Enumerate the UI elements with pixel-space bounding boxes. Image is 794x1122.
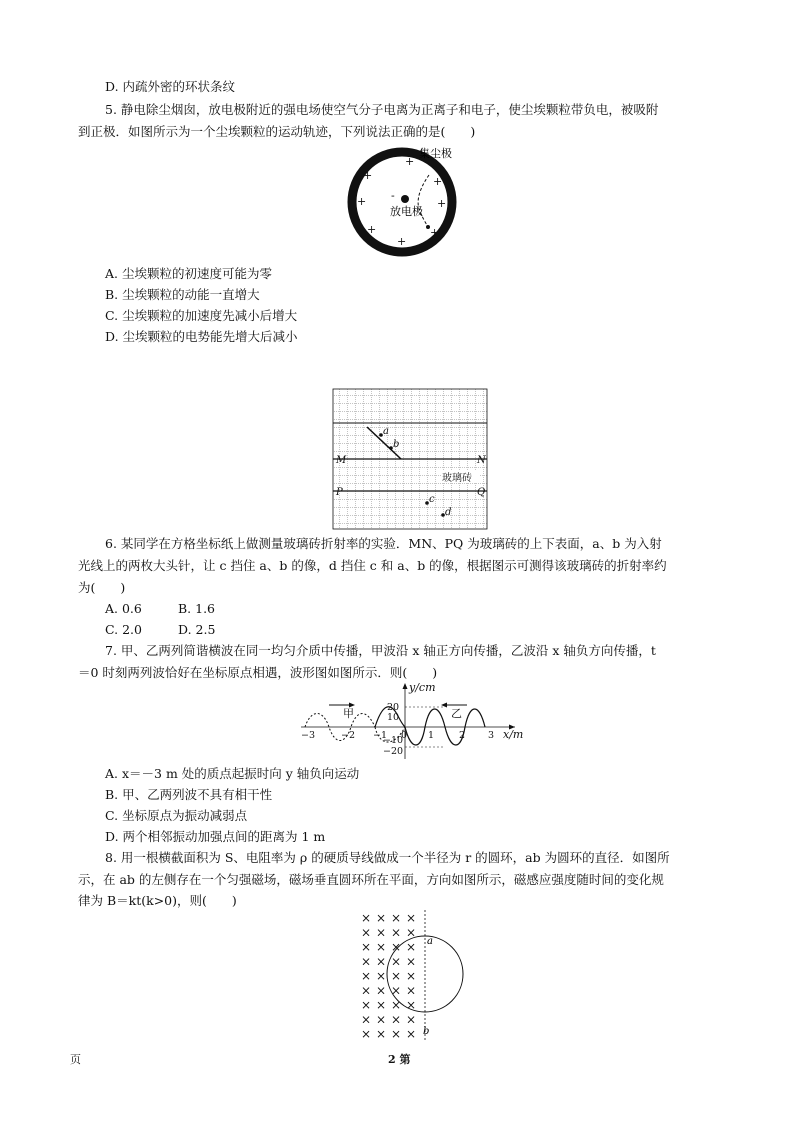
field-cross-mark: × — [391, 954, 402, 969]
plus-sign: + — [405, 155, 415, 168]
q8-stem-line2: 示，在 ab 的左侧存在一个匀强磁场，磁场垂直圆环所在平面，方向如图所示，磁感应强度随时间的变化规 — [78, 872, 664, 887]
xtick: 3 — [488, 730, 495, 741]
xtick: 0 — [401, 730, 408, 741]
field-cross-mark: × — [406, 940, 417, 954]
field-cross-mark: × — [376, 1027, 387, 1041]
ytick: −10 — [383, 735, 404, 746]
field-cross-mark: × — [406, 925, 417, 940]
ytick: 10 — [387, 712, 400, 723]
q8-figure-magnetic-field — [355, 908, 470, 1043]
field-cross-mark: × — [391, 940, 402, 954]
field-cross-mark: × — [361, 940, 372, 954]
q7-option-a: A. x＝－3 m 处的质点起振时向 y 轴负向运动 — [105, 766, 360, 781]
plus-sign: + — [367, 223, 377, 236]
q7-option-d: D. 两个相邻振动加强点间的距离为 1 m — [105, 829, 326, 844]
label-q: Q — [477, 487, 486, 498]
q7-option-c: C. 坐标原点为振动减弱点 — [105, 808, 248, 823]
q5-option-b: B. 尘埃颗粒的动能一直增大 — [105, 287, 260, 302]
field-cross-mark: × — [376, 983, 387, 998]
field-cross-mark: × — [376, 954, 387, 969]
field-cross-mark: × — [376, 998, 387, 1012]
field-cross-mark: × — [391, 969, 402, 983]
plus-sign: + — [433, 175, 443, 188]
wave-yi-label: 乙 — [451, 707, 462, 720]
field-cross-mark: × — [376, 969, 387, 983]
plus-sign: + — [357, 195, 367, 208]
ytick: 20 — [387, 702, 400, 713]
wave-jia-label: 甲 — [343, 707, 354, 720]
q5-stem-line1: 5. 静电除尘烟囱，放电极附近的强电场使空气分子电离为正离子和电子，使尘埃颗粒带负电，被吸附 — [105, 102, 659, 117]
q6-figure-grid-paper — [331, 387, 491, 531]
field-cross-mark: × — [406, 1027, 417, 1041]
field-cross-mark: × — [361, 969, 372, 983]
field-cross-mark: × — [361, 1012, 372, 1027]
plus-sign: + — [437, 197, 447, 210]
field-cross-mark: × — [391, 925, 402, 940]
footer-page-number: 2 第 — [388, 1053, 411, 1066]
label-m: M — [336, 455, 347, 466]
q7-figure-wave-graph — [293, 679, 523, 761]
ytick: −20 — [383, 746, 404, 757]
field-cross-mark: × — [406, 983, 417, 998]
footer-left: 页 — [70, 1053, 81, 1066]
field-cross-mark: × — [376, 1012, 387, 1027]
field-cross-mark: × — [361, 1027, 372, 1041]
q8-stem-line3: 律为 B＝kt(k>0)，则( ) — [78, 893, 237, 908]
field-cross-mark: × — [376, 925, 387, 940]
field-cross-mark: × — [391, 1027, 402, 1041]
xtick: 1 — [428, 730, 435, 741]
q6-option-c: C. 2.0 — [105, 622, 142, 637]
field-cross-mark: × — [361, 925, 372, 940]
q6-stem-line2: 光线上的两枚大头针，让 c 挡住 a、b 的像，d 挡住 c 和 a、b 的像，根据图示可测得该玻璃砖的折射率约 — [78, 558, 667, 573]
dust-particle — [426, 225, 430, 229]
glass-brick-label: 玻璃砖 — [442, 473, 472, 484]
q4-option-d: D. 内疏外密的环状条纹 — [105, 79, 236, 94]
xtick: 2 — [459, 730, 466, 741]
plus-sign: + — [397, 235, 407, 248]
plus-sign: + — [430, 226, 440, 239]
q7-option-b: B. 甲、乙两列波不具有相干性 — [105, 787, 273, 802]
field-cross-mark: × — [376, 911, 387, 925]
point-b-label: b — [423, 1026, 430, 1037]
q5-option-a: A. 尘埃颗粒的初速度可能为零 — [105, 266, 272, 281]
field-cross-mark: × — [406, 1012, 417, 1027]
q6-option-b: B. 1.6 — [178, 601, 216, 616]
xtick: −2 — [341, 730, 356, 741]
magnetic-field-crosses — [361, 911, 416, 1041]
q7-stem-line2: ＝0 时刻两列波恰好在坐标原点相遇，波形图如图所示．则( ) — [78, 665, 438, 680]
y-axis-label: y/cm — [409, 681, 436, 694]
field-cross-mark: × — [361, 983, 372, 998]
q7-stem-line1: 7. 甲、乙两列简谐横波在同一均匀介质中传播，甲波沿 x 轴正方向传播，乙波沿 x 轴负方向传播，t — [105, 643, 656, 658]
collector-electrode-label: 集尘极 — [419, 147, 452, 160]
field-cross-mark: × — [361, 911, 372, 925]
plus-sign: + — [363, 169, 373, 182]
field-cross-mark: × — [391, 1012, 402, 1027]
q5-option-c: C. 尘埃颗粒的加速度先减小后增大 — [105, 308, 298, 323]
discharge-electrode-label: 放电极 — [390, 205, 423, 218]
q6-stem-line3: 为( ) — [78, 580, 126, 595]
pin-d-label: d — [445, 507, 452, 518]
field-cross-mark: × — [391, 983, 402, 998]
q5-option-d: D. 尘埃颗粒的电势能先增大后减小 — [105, 329, 298, 344]
pin-b-label: b — [393, 439, 400, 450]
xtick: −3 — [301, 730, 316, 741]
point-a-label: a — [427, 936, 433, 947]
discharge-electrode — [401, 195, 409, 203]
q6-stem-line1: 6. 某同学在方格坐标纸上做测量玻璃砖折射率的实验．MN、PQ 为玻璃砖的上下表面，a、b 为入射 — [105, 536, 662, 551]
field-cross-mark: × — [406, 911, 417, 925]
pin-c-label: c — [429, 494, 435, 505]
x-axis-label: x/m — [503, 728, 523, 741]
label-p: P — [336, 487, 343, 498]
field-cross-mark: × — [406, 969, 417, 983]
label-n: N — [477, 455, 486, 466]
q5-figure-dust-precipitator — [345, 143, 475, 265]
q8-stem-line1: 8. 用一根横截面积为 S、电阻率为 ρ 的硬质导线做成一个半径为 r 的圆环，ab 为圆环的直径．如图所 — [105, 850, 670, 865]
minus-sign: - — [391, 189, 395, 202]
q5-stem-line2: 到正极．如图所示为一个尘埃颗粒的运动轨迹，下列说法正确的是( ) — [78, 124, 476, 139]
q6-option-d: D. 2.5 — [178, 622, 216, 637]
field-cross-mark: × — [406, 954, 417, 969]
field-cross-mark: × — [391, 911, 402, 925]
field-cross-mark: × — [376, 940, 387, 954]
xtick: −1 — [373, 730, 388, 741]
q6-option-a: A. 0.6 — [105, 601, 142, 616]
field-cross-mark: × — [391, 998, 402, 1012]
field-cross-mark: × — [406, 998, 417, 1012]
pin-a-label: a — [383, 426, 389, 437]
field-cross-mark: × — [361, 998, 372, 1012]
field-cross-mark: × — [361, 954, 372, 969]
